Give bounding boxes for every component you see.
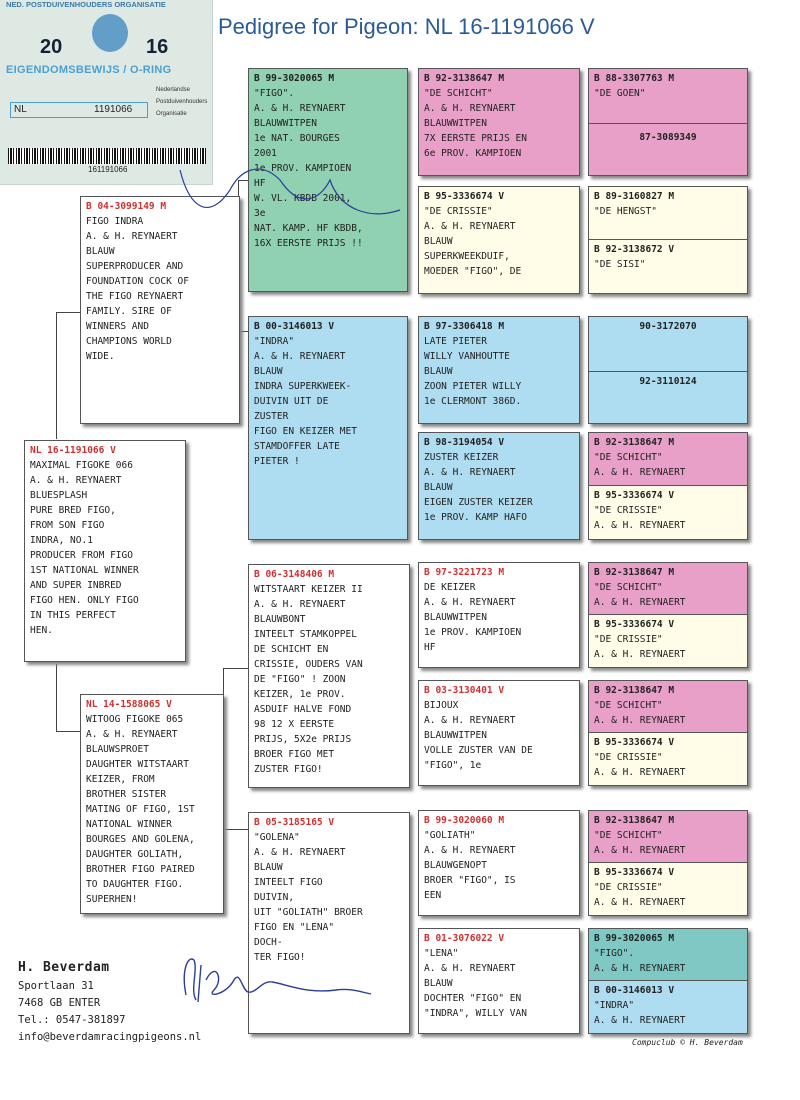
ggp-line: EIGEN ZUSTER KEIZER	[424, 497, 533, 508]
grandparent-line: "FIGO".	[254, 88, 295, 99]
ggp-line: A. & H. REYNAERT	[424, 963, 516, 974]
ggp-line: BROER "FIGO", IS	[424, 875, 516, 886]
grandparent-line: PIETER !	[254, 456, 300, 467]
g4-half-top	[589, 563, 747, 614]
ggp-line: "LENA"	[424, 948, 459, 959]
subject-line: FIGO HEN. ONLY FIGO	[30, 595, 139, 606]
ggp-line: DOCHTER "FIGO" EN	[424, 993, 522, 1004]
sire-line: FAMILY. SIRE OF	[86, 306, 172, 317]
grandparent-line: 16X EERSTE PRIJS !!	[254, 238, 363, 249]
ggp-ring: B 95-3336674 V	[424, 191, 505, 202]
g4-card-8[interactable]	[588, 928, 748, 1034]
g4-line: "DE CRISSIE"	[594, 752, 663, 763]
g4-ring: B 99-3020065 M	[594, 933, 675, 944]
sire-line: WIDE.	[86, 351, 115, 362]
great-grandparent-card-6[interactable]	[418, 680, 580, 786]
g4-ring: B 95-3336674 V	[594, 619, 675, 630]
sire-line: FIGO INDRA	[86, 216, 144, 227]
g4-ring: B 92-3138672 V	[594, 244, 675, 255]
g4-ring: B 88-3307763 M	[594, 73, 675, 84]
g4-line: A. & H. REYNAERT	[594, 897, 686, 908]
g4-card-2[interactable]	[588, 186, 748, 294]
sire-line: THE FIGO REYNAERT	[86, 291, 184, 302]
ggp-line: A. & H. REYNAERT	[424, 103, 516, 114]
ggp-line: SUPERKWEEKDUIF,	[424, 251, 510, 262]
grandparent-line: DE "FIGO" ! ZOON	[254, 674, 346, 685]
g4-line: A. & H. REYNAERT	[594, 467, 686, 478]
g4-ring: 92-3110124	[639, 376, 697, 387]
g4-line: A. & H. REYNAERT	[594, 597, 686, 608]
grandparent-line: ZUSTER	[254, 411, 289, 422]
grandparent-line: A. & H. REYNAERT	[254, 351, 346, 362]
ggp-line: "FIGO", 1e	[424, 760, 482, 771]
dam-line: KEIZER, FROM	[86, 774, 155, 785]
g4-line: "DE CRISSIE"	[594, 505, 663, 516]
grandparent-line: WITSTAART KEIZER II	[254, 584, 363, 595]
g4-half-top	[589, 433, 747, 485]
grandparent-line: DUIVIN UIT DE	[254, 396, 329, 407]
ggp-line: BIJOUX	[424, 700, 459, 711]
ggp-ring: B 92-3138647 M	[424, 73, 505, 84]
g4-line: "DE GOEN"	[594, 88, 646, 99]
grandparent-line: DOCH-	[254, 937, 283, 948]
grandparent-line: INDRA SUPERKWEEK-	[254, 381, 352, 392]
grandparent-line: BLAUW	[254, 366, 283, 377]
g4-half-bottom	[589, 239, 747, 294]
dam-line: BOURGES AND GOLENA,	[86, 834, 195, 845]
subject-ring: NL 16-1191066 V	[30, 445, 116, 456]
g4-line: A. & H. REYNAERT	[594, 963, 686, 974]
grandparent-line: A. & H. REYNAERT	[254, 847, 346, 858]
connector-dam-parents	[223, 668, 249, 830]
g4-line: A. & H. REYNAERT	[594, 767, 686, 778]
g4-ring: B 95-3336674 V	[594, 867, 675, 878]
grandparent-card-2[interactable]	[248, 316, 408, 540]
great-grandparent-card-4[interactable]	[418, 432, 580, 540]
grandparent-line: NAT. KAMP. HF KBDB,	[254, 223, 363, 234]
g4-half-top	[589, 681, 747, 732]
g4-line: A. & H. REYNAERT	[594, 845, 686, 856]
grandparent-line: PRIJS, 5X2e PRIJS	[254, 734, 352, 745]
g4-ring: B 92-3138647 M	[594, 815, 675, 826]
subject-line: PURE BRED FIGO,	[30, 505, 116, 516]
sire-ring: B 04-3099149 M	[86, 201, 167, 212]
great-grandparent-card-7[interactable]	[418, 810, 580, 916]
ggp-line: 6e PROV. KAMPIOEN	[424, 148, 522, 159]
ggp-line: "INDRA", WILLY VAN	[424, 1008, 527, 1019]
ggp-line: A. & H. REYNAERT	[424, 221, 516, 232]
sticker-year-right: 16	[146, 36, 169, 58]
grandparent-line: DE SCHICHT EN	[254, 644, 329, 655]
breeder-address: Sportlaan 31	[18, 980, 94, 992]
npo-logo-icon	[92, 14, 128, 52]
dam-line: SUPERHEN!	[86, 894, 138, 905]
breeder-phone: Tel.: 0547-381897	[18, 1014, 126, 1026]
grandparent-ring: B 00-3146013 V	[254, 321, 335, 332]
ggp-line: VOLLE ZUSTER VAN DE	[424, 745, 533, 756]
grandparent-ring: B 99-3020065 M	[254, 73, 335, 84]
sticker-npo-text: Nederlandse Postduivenhouders Organisatie	[156, 87, 208, 117]
grandparent-line: 1e PROV. KAMPIOEN	[254, 163, 352, 174]
signature	[176, 950, 376, 1010]
subject-line: A. & H. REYNAERT	[30, 475, 122, 486]
grandparent-line: INTEELT FIGO	[254, 877, 323, 888]
sire-line: SUPERPRODUCER AND	[86, 261, 184, 272]
ggp-line: "DE SCHICHT"	[424, 88, 493, 99]
g4-card-7[interactable]	[588, 810, 748, 916]
grandparent-line: HF	[254, 178, 266, 189]
dam-line: BROTHER SISTER	[86, 789, 167, 800]
g4-half-top	[589, 187, 747, 239]
ggp-line: DE KEIZER	[424, 582, 476, 593]
g4-line: "DE CRISSIE"	[594, 882, 663, 893]
ggp-line: ZOON PIETER WILLY	[424, 381, 522, 392]
great-grandparent-card-5[interactable]	[418, 562, 580, 668]
ggp-ring: B 98-3194054 V	[424, 437, 505, 448]
ggp-line: MOEDER "FIGO", DE	[424, 266, 522, 277]
subject-line: MAXIMAL FIGOKE 066	[30, 460, 133, 471]
dam-line: NATIONAL WINNER	[86, 819, 172, 830]
dam-card[interactable]	[80, 694, 224, 914]
g4-ring: B 95-3336674 V	[594, 490, 675, 501]
dam-line: TO DAUGHTER FIGO.	[86, 879, 184, 890]
ggp-line: 1e CLERMONT 386D.	[424, 396, 522, 407]
ggp-line: BLAUW	[424, 236, 453, 247]
subject-pigeon-card[interactable]	[24, 440, 186, 662]
g4-ring: 87-3089349	[639, 132, 697, 143]
sire-line: A. & H. REYNAERT	[86, 231, 178, 242]
subject-line: HEN.	[30, 625, 53, 636]
ggp-line: HF	[424, 642, 436, 653]
subject-line: 1ST NATIONAL WINNER	[30, 565, 139, 576]
sticker-org-name: NED. POSTDUIVENHOUDERS ORGANISATIE	[6, 0, 166, 9]
grandparent-line: 1e NAT. BOURGES	[254, 133, 340, 144]
grandparent-line: FIGO EN "LENA"	[254, 922, 335, 933]
sticker-country: NL	[14, 104, 27, 115]
g4-line: "DE SCHICHT"	[594, 830, 663, 841]
great-grandparent-card-8[interactable]	[418, 928, 580, 1034]
g4-half-top	[589, 811, 747, 862]
breeder-city: 7468 GB ENTER	[18, 997, 101, 1009]
g4-line: "INDRA"	[594, 1000, 635, 1011]
sticker-ring-number: 1191066	[94, 104, 133, 115]
g4-ring: 90-3172070	[639, 321, 697, 332]
great-grandparent-card-1[interactable]	[418, 68, 580, 176]
barcode-number: 161191066	[88, 165, 128, 174]
connector-subject-sire	[56, 312, 81, 439]
ggp-line: A. & H. REYNAERT	[424, 845, 516, 856]
dam-line: A. & H. REYNAERT	[86, 729, 178, 740]
sire-line: FOUNDATION COCK OF	[86, 276, 189, 287]
g4-ring: B 95-3336674 V	[594, 737, 675, 748]
g4-card-4[interactable]	[588, 432, 748, 540]
grandparent-line: BROER FIGO MET	[254, 749, 335, 760]
dam-line: MATING OF FIGO, 1ST	[86, 804, 195, 815]
g4-line: "DE SCHICHT"	[594, 452, 663, 463]
ggp-line: BLAUWWITPEN	[424, 612, 487, 623]
ggp-line: BLAUWWITPEN	[424, 118, 487, 129]
g4-line: A. & H. REYNAERT	[594, 1015, 686, 1026]
ggp-ring: B 99-3020060 M	[424, 815, 505, 826]
grandparent-line: "GOLENA"	[254, 832, 300, 843]
ggp-line: EEN	[424, 890, 442, 901]
g4-line: "DE SCHICHT"	[594, 582, 663, 593]
dam-line: DAUGHTER GOLIATH,	[86, 849, 184, 860]
ggp-ring: B 03-3130401 V	[424, 685, 505, 696]
g4-half-bottom	[589, 371, 747, 424]
ggp-line: A. & H. REYNAERT	[424, 467, 516, 478]
g4-half-bottom	[589, 980, 747, 1034]
g4-card-5[interactable]	[588, 562, 748, 668]
g4-line: A. & H. REYNAERT	[594, 520, 686, 531]
dam-line: WITOOG FIGOKE 065	[86, 714, 184, 725]
grandparent-line: DUIVIN,	[254, 892, 295, 903]
grandparent-line: W. VL. KBDB 2001,	[254, 193, 352, 204]
ggp-ring: B 97-3221723 M	[424, 567, 505, 578]
subject-line: IN THIS PERFECT	[30, 610, 116, 621]
grandparent-line: ASDUIF HALVE FOND	[254, 704, 352, 715]
g4-line: "DE SISI"	[594, 259, 646, 270]
grandparent-line: A. & H. REYNAERT	[254, 103, 346, 114]
g4-half-top	[589, 317, 747, 371]
ggp-line: BLAUW	[424, 978, 453, 989]
breeder-email: info@beverdamracingpigeons.nl	[18, 1031, 202, 1043]
subject-line: INDRA, NO.1	[30, 535, 93, 546]
grandparent-line: 2001	[254, 148, 277, 159]
sire-line: BLAUW	[86, 246, 115, 257]
g4-line: "DE SCHICHT"	[594, 700, 663, 711]
g4-ring: B 92-3138647 M	[594, 685, 675, 696]
grandparent-line: "INDRA"	[254, 336, 295, 347]
g4-half-top	[589, 929, 747, 980]
breeder-info	[18, 958, 201, 1046]
g4-ring: B 00-3146013 V	[594, 985, 675, 996]
g4-ring: B 92-3138647 M	[594, 567, 675, 578]
ggp-line: LATE PIETER	[424, 336, 487, 347]
ggp-line: 1e PROV. KAMP HAFO	[424, 512, 527, 523]
footer-credit: Compuclub © H. Beverdam	[632, 1038, 743, 1047]
dam-line: BLAUWSPROET	[86, 744, 149, 755]
pen-scribble	[170, 150, 410, 240]
ggp-line: BLAUW	[424, 482, 453, 493]
ggp-line: "GOLIATH"	[424, 830, 476, 841]
g4-line: "FIGO".	[594, 948, 635, 959]
grandparent-line: KEIZER, 1e PROV.	[254, 689, 346, 700]
grandparent-line: 98 12 X EERSTE	[254, 719, 335, 730]
grandparent-line: UIT "GOLIATH" BROER	[254, 907, 363, 918]
ggp-line: BLAUWGENOPT	[424, 860, 487, 871]
ggp-line: WILLY VANHOUTTE	[424, 351, 510, 362]
grandparent-line: INTEELT STAMKOPPEL	[254, 629, 357, 640]
ggp-line: A. & H. REYNAERT	[424, 715, 516, 726]
g4-half-bottom	[589, 485, 747, 540]
grandparent-card-3[interactable]	[248, 564, 410, 788]
g4-line: A. & H. REYNAERT	[594, 649, 686, 660]
dam-ring: NL 14-1588065 V	[86, 699, 172, 710]
g4-half-bottom	[589, 862, 747, 916]
grandparent-line: ZUSTER FIGO!	[254, 764, 323, 775]
ggp-ring: B 01-3076022 V	[424, 933, 505, 944]
ggp-line: 7X EERSTE PRIJS EN	[424, 133, 527, 144]
ggp-line: 1e PROV. KAMPIOEN	[424, 627, 522, 638]
g4-line: "DE HENGST"	[594, 206, 657, 217]
subject-line: FROM SON FIGO	[30, 520, 105, 531]
g4-line: A. & H. REYNAERT	[594, 715, 686, 726]
sticker-year-left: 20	[40, 36, 63, 58]
g4-half-bottom	[589, 732, 747, 786]
dam-line: DAUGHTER WITSTAART	[86, 759, 189, 770]
grandparent-ring: B 05-3185165 V	[254, 817, 335, 828]
g4-card-3[interactable]	[588, 316, 748, 424]
grandparent-ring: B 06-3148406 M	[254, 569, 335, 580]
grandparent-line: BLAUW	[254, 862, 283, 873]
ggp-ring: B 97-3306418 M	[424, 321, 505, 332]
grandparent-line: TER FIGO!	[254, 952, 306, 963]
ggp-line: A. & H. REYNAERT	[424, 597, 516, 608]
great-grandparent-card-3[interactable]	[418, 316, 580, 424]
g4-half-bottom	[589, 614, 747, 668]
subject-line: BLUESPLASH	[30, 490, 88, 501]
grandparent-line: FIGO EN KEIZER MET	[254, 426, 357, 437]
page-title: Pedigree for Pigeon: NL 16-1191066 V	[218, 14, 595, 39]
g4-half-top	[589, 69, 747, 123]
grandparent-line: BLAUWBONT	[254, 614, 306, 625]
grandparent-line: STAMDOFFER LATE	[254, 441, 340, 452]
ggp-line: "DE CRISSIE"	[424, 206, 493, 217]
ggp-line: BLAUWWITPEN	[424, 730, 487, 741]
dam-line: BROTHER FIGO PAIRED	[86, 864, 195, 875]
grandparent-line: A. & H. REYNAERT	[254, 599, 346, 610]
grandparent-line: 3e	[254, 208, 266, 219]
sire-line: WINNERS AND	[86, 321, 149, 332]
g4-card-1[interactable]	[588, 68, 748, 176]
sire-line: CHAMPIONS WORLD	[86, 336, 172, 347]
grandparent-line: BLAUWWITPEN	[254, 118, 317, 129]
sticker-certificate-title: EIGENDOMSBEWIJS / O-RING	[6, 64, 172, 76]
subject-line: AND SUPER INBRED	[30, 580, 122, 591]
grandparent-line: CRISSIE, OUDERS VAN	[254, 659, 363, 670]
g4-card-6[interactable]	[588, 680, 748, 786]
g4-half-bottom	[589, 123, 747, 176]
ggp-line: BLAUW	[424, 366, 453, 377]
subject-line: PRODUCER FROM FIGO	[30, 550, 133, 561]
g4-line: "DE CRISSIE"	[594, 634, 663, 645]
g4-ring: B 89-3160827 M	[594, 191, 675, 202]
breeder-name: H. Beverdam	[18, 960, 110, 975]
great-grandparent-card-2[interactable]	[418, 186, 580, 294]
g4-ring: B 92-3138647 M	[594, 437, 675, 448]
ggp-line: ZUSTER KEIZER	[424, 452, 499, 463]
